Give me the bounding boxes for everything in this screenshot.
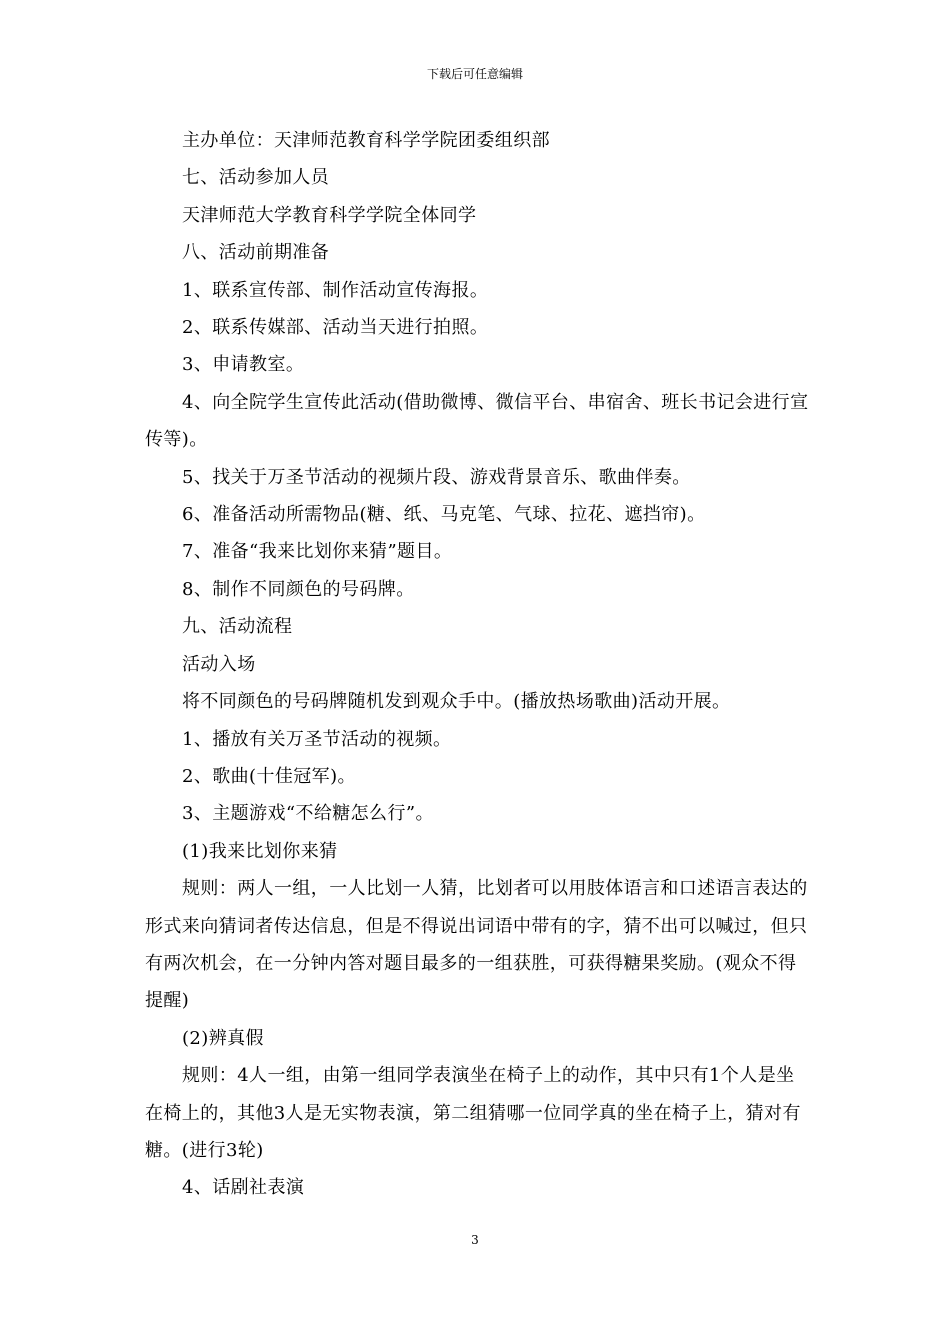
page-header: 下载后可任意编辑	[426, 67, 523, 81]
game-rules-charades: 规则：两人一组，一人比划一人猜，比划者可以用肢体语言和口述语言表达的形式来向猜词者传达信息，但是不得说出词语中带有的字，猜不出可以喊过，但只有两次机会，在一分钟内答对题目最多的一组获胜，可获得糖果奖励。(观众不得提醒)	[145, 878, 808, 1012]
list-item-prep-8: 8、制作不同颜色的号码牌。	[182, 578, 415, 600]
game-title-charades: (1)我来比划你来猜	[182, 840, 338, 862]
section-heading-process: 九、活动流程	[182, 616, 293, 638]
paragraph-entry: 活动入场	[182, 653, 256, 675]
list-item-process-3: 3、主题游戏“不给糖怎么行”。	[182, 803, 434, 825]
list-item-prep-5: 5、找关于万圣节活动的视频片段、游戏背景音乐、歌曲伴奏。	[182, 466, 691, 488]
list-item-process-2: 2、歌曲(十佳冠军)。	[182, 765, 356, 787]
paragraph-start: 将不同颜色的号码牌随机发到观众手中。(播放热场歌曲)活动开展。	[182, 691, 731, 713]
list-item-prep-6: 6、准备活动所需物品(糖、纸、马克笔、气球、拉花、遮挡帘)。	[182, 504, 706, 526]
game-title-true-false: (2)辨真假	[182, 1027, 264, 1049]
section-heading-participants: 七、活动参加人员	[182, 167, 330, 189]
game-rules-true-false: 规则：4人一组，由第一组同学表演坐在椅子上的动作，其中只有1个人是坐在椅上的，其他3人是无实物表演，第二组猜哪一位同学真的坐在椅子上，猜对有糖。(进行3轮)	[145, 1065, 801, 1161]
page-number: 3	[471, 1233, 479, 1247]
list-item-process-4: 4、话剧社表演	[182, 1177, 305, 1199]
list-item-prep-7: 7、准备“我来比划你来猜”题目。	[182, 541, 453, 563]
list-item-prep-3: 3、申请教室。	[182, 354, 305, 376]
document-body	[145, 122, 810, 1207]
list-item-prep-1: 1、联系宣传部、制作活动宣传海报。	[182, 279, 489, 301]
list-item-prep-4: 4、向全院学生宣传此活动(借助微博、微信平台、串宿舍、班长书记会进行宣传等)。	[145, 391, 809, 451]
list-item-process-1: 1、播放有关万圣节活动的视频。	[182, 728, 452, 750]
paragraph-participants: 天津师范大学教育科学学院全体同学	[182, 204, 477, 226]
list-item-prep-2: 2、联系传媒部、活动当天进行拍照。	[182, 317, 489, 339]
section-heading-preparation: 八、活动前期准备	[182, 242, 330, 264]
paragraph-organizer: 主办单位：天津师范教育科学学院团委组织部	[182, 130, 550, 151]
